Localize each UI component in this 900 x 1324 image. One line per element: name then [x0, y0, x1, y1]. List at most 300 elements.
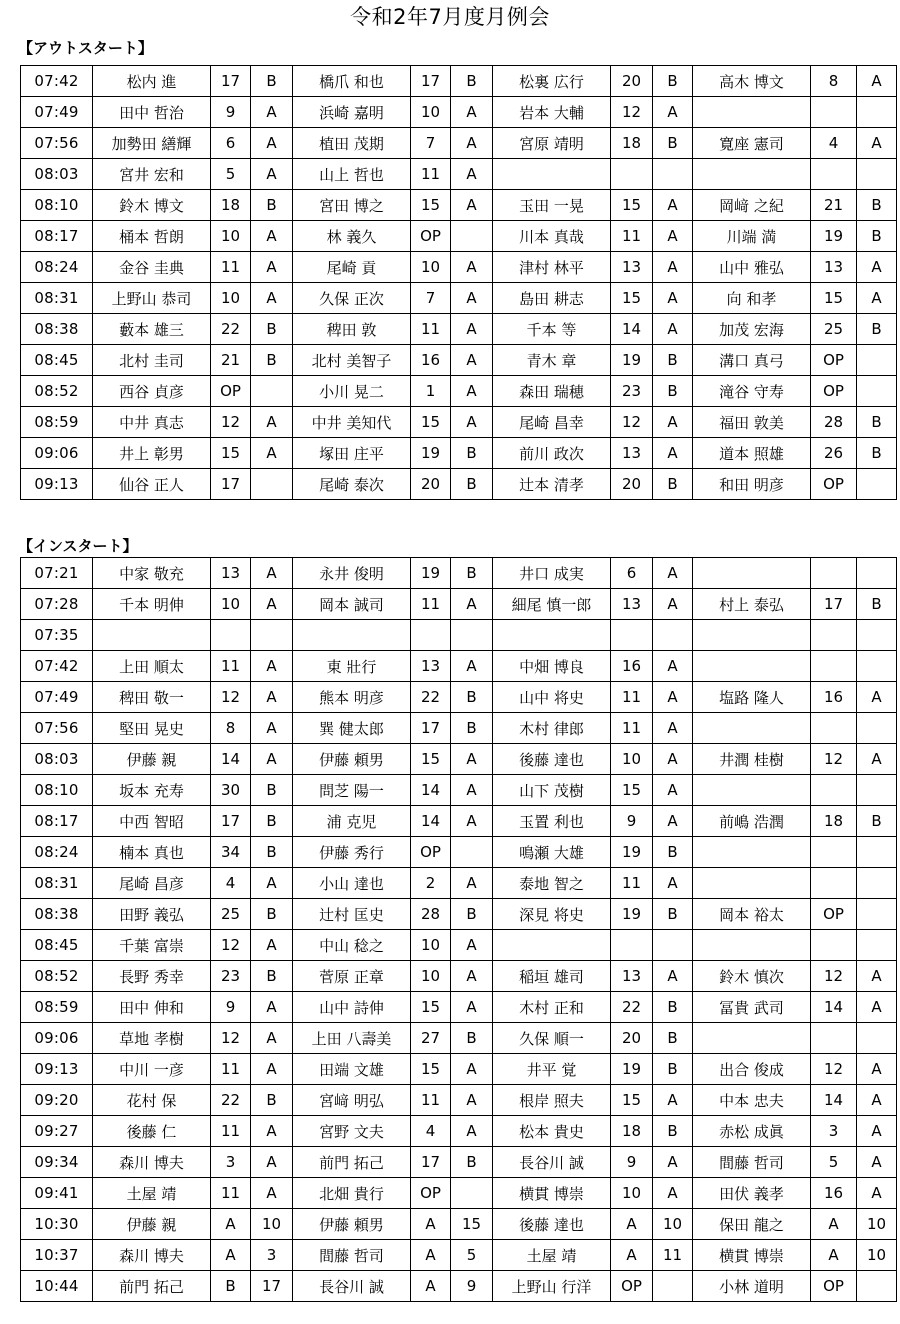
player1-name-cell: 中家 敬充: [93, 558, 211, 589]
player4-name-cell: [693, 930, 811, 961]
player1-name-cell: 田中 伸和: [93, 992, 211, 1023]
player3-handicap-cell: 11: [611, 868, 653, 899]
player1-handicap-cell: 25: [211, 899, 251, 930]
page-title: 令和2年7月度月例会: [350, 5, 550, 29]
player2-handicap-cell: 15: [411, 992, 451, 1023]
table-row: [21, 1178, 897, 1209]
player3-handicap-cell: 20: [611, 1023, 653, 1054]
player4-class-cell: 10: [857, 1240, 897, 1271]
player2-class-cell: A: [451, 1054, 493, 1085]
player3-handicap-cell: 12: [611, 97, 653, 128]
player2-name-cell: 宮野 文夫: [293, 1116, 411, 1147]
player4-class-cell: [857, 97, 897, 128]
player1-class-cell: A: [251, 97, 293, 128]
player4-class-cell: B: [857, 190, 897, 221]
table-row: [21, 651, 897, 682]
player2-handicap-cell: A: [411, 1240, 451, 1271]
player1-handicap-cell: 22: [211, 314, 251, 345]
player4-handicap-cell: 19: [811, 221, 857, 252]
player2-handicap-cell: 7: [411, 283, 451, 314]
player1-name-cell: 仙谷 正人: [93, 469, 211, 500]
player1-name-cell: 金谷 圭典: [93, 252, 211, 283]
player3-name-cell: 後藤 達也: [493, 744, 611, 775]
player2-name-cell: 前門 拓己: [293, 1147, 411, 1178]
player1-name-cell: 中西 智昭: [93, 806, 211, 837]
player3-handicap-cell: 13: [611, 589, 653, 620]
player4-class-cell: B: [857, 806, 897, 837]
table-row: [21, 620, 897, 651]
player1-class-cell: B: [251, 899, 293, 930]
tee-time-cell: 09:41: [21, 1178, 93, 1209]
table-row: [21, 345, 897, 376]
player2-class-cell: [451, 837, 493, 868]
player1-name-cell: 坂本 充寿: [93, 775, 211, 806]
player3-class-cell: A: [653, 961, 693, 992]
player1-name-cell: 森川 博夫: [93, 1240, 211, 1271]
table-row: [21, 961, 897, 992]
tee-time-cell: 07:56: [21, 713, 93, 744]
player2-class-cell: A: [451, 345, 493, 376]
player4-handicap-cell: 16: [811, 682, 857, 713]
player4-handicap-cell: [811, 868, 857, 899]
table-row: [21, 775, 897, 806]
player2-handicap-cell: 11: [411, 314, 451, 345]
player3-handicap-cell: 13: [611, 438, 653, 469]
player1-class-cell: B: [251, 314, 293, 345]
player2-class-cell: B: [451, 469, 493, 500]
player2-name-cell: 塚田 庄平: [293, 438, 411, 469]
player1-class-cell: A: [251, 1147, 293, 1178]
player4-name-cell: 冨貴 武司: [693, 992, 811, 1023]
player2-class-cell: A: [451, 97, 493, 128]
player4-handicap-cell: [811, 97, 857, 128]
player1-class-cell: [251, 620, 293, 651]
tee-time-cell: 08:10: [21, 775, 93, 806]
player1-class-cell: B: [251, 190, 293, 221]
player1-handicap-cell: OP: [211, 376, 251, 407]
player2-name-cell: 山上 哲也: [293, 159, 411, 190]
table-row: [21, 469, 897, 500]
player1-name-cell: 前門 拓己: [93, 1271, 211, 1302]
player1-handicap-cell: 17: [211, 66, 251, 97]
player1-handicap-cell: 18: [211, 190, 251, 221]
player4-name-cell: [693, 775, 811, 806]
player2-class-cell: A: [451, 314, 493, 345]
player4-handicap-cell: A: [811, 1209, 857, 1240]
player2-class-cell: B: [451, 1023, 493, 1054]
player3-name-cell: [493, 620, 611, 651]
tee-time-cell: 08:59: [21, 407, 93, 438]
tee-time-cell: 08:10: [21, 190, 93, 221]
player4-handicap-cell: A: [811, 1240, 857, 1271]
player3-handicap-cell: 13: [611, 252, 653, 283]
table-row: [21, 221, 897, 252]
player2-handicap-cell: 11: [411, 159, 451, 190]
player4-name-cell: 赤松 成眞: [693, 1116, 811, 1147]
player3-class-cell: A: [653, 775, 693, 806]
player2-name-cell: 浦 克児: [293, 806, 411, 837]
player2-name-cell: 宮﨑 明弘: [293, 1085, 411, 1116]
player1-handicap-cell: 21: [211, 345, 251, 376]
player3-name-cell: 津村 林平: [493, 252, 611, 283]
player3-name-cell: 鳴瀬 大雄: [493, 837, 611, 868]
player1-class-cell: 10: [251, 1209, 293, 1240]
player3-handicap-cell: 19: [611, 345, 653, 376]
player4-class-cell: A: [857, 66, 897, 97]
player1-class-cell: A: [251, 713, 293, 744]
player2-class-cell: 5: [451, 1240, 493, 1271]
player4-class-cell: B: [857, 438, 897, 469]
player2-handicap-cell: [411, 620, 451, 651]
player1-class-cell: A: [251, 1178, 293, 1209]
player2-handicap-cell: 17: [411, 66, 451, 97]
player1-handicap-cell: 11: [211, 1178, 251, 1209]
player1-class-cell: B: [251, 1085, 293, 1116]
player1-name-cell: 北村 圭司: [93, 345, 211, 376]
player2-handicap-cell: 16: [411, 345, 451, 376]
player4-class-cell: B: [857, 589, 897, 620]
player4-class-cell: A: [857, 1054, 897, 1085]
player3-handicap-cell: 13: [611, 961, 653, 992]
player4-class-cell: A: [857, 961, 897, 992]
player3-class-cell: A: [653, 97, 693, 128]
player1-handicap-cell: 17: [211, 469, 251, 500]
tee-time-cell: 08:52: [21, 961, 93, 992]
player4-class-cell: A: [857, 252, 897, 283]
tee-time-cell: 08:31: [21, 283, 93, 314]
tee-time-cell: 08:59: [21, 992, 93, 1023]
player4-handicap-cell: 12: [811, 744, 857, 775]
player2-class-cell: B: [451, 1147, 493, 1178]
player3-handicap-cell: 15: [611, 190, 653, 221]
player3-class-cell: B: [653, 837, 693, 868]
tee-time-cell: 09:13: [21, 1054, 93, 1085]
player2-handicap-cell: 28: [411, 899, 451, 930]
player3-class-cell: A: [653, 589, 693, 620]
player3-class-cell: B: [653, 66, 693, 97]
player3-handicap-cell: 22: [611, 992, 653, 1023]
table-row: [21, 252, 897, 283]
player1-class-cell: A: [251, 1116, 293, 1147]
player1-class-cell: A: [251, 283, 293, 314]
tee-time-cell: 09:34: [21, 1147, 93, 1178]
player2-name-cell: 久保 正次: [293, 283, 411, 314]
player4-handicap-cell: OP: [811, 376, 857, 407]
player2-handicap-cell: 20: [411, 469, 451, 500]
player3-handicap-cell: A: [611, 1240, 653, 1271]
player4-class-cell: [857, 1023, 897, 1054]
player3-name-cell: 長谷川 誠: [493, 1147, 611, 1178]
player3-class-cell: [653, 1271, 693, 1302]
player2-handicap-cell: 15: [411, 1054, 451, 1085]
player3-name-cell: 久保 順一: [493, 1023, 611, 1054]
player2-class-cell: 9: [451, 1271, 493, 1302]
player3-name-cell: 山下 茂樹: [493, 775, 611, 806]
table-row: [21, 1271, 897, 1302]
player1-name-cell: 松内 進: [93, 66, 211, 97]
player3-name-cell: 青木 章: [493, 345, 611, 376]
player1-handicap-cell: 4: [211, 868, 251, 899]
player4-class-cell: [857, 775, 897, 806]
player3-class-cell: B: [653, 899, 693, 930]
player4-class-cell: [857, 159, 897, 190]
player1-class-cell: [251, 376, 293, 407]
table-row: [21, 589, 897, 620]
player1-class-cell: A: [251, 1023, 293, 1054]
table-row: [21, 837, 897, 868]
player4-handicap-cell: 14: [811, 1085, 857, 1116]
table-row: [21, 190, 897, 221]
player1-name-cell: 上野山 恭司: [93, 283, 211, 314]
player3-class-cell: A: [653, 283, 693, 314]
player1-handicap-cell: 10: [211, 283, 251, 314]
player4-handicap-cell: 3: [811, 1116, 857, 1147]
player2-name-cell: 宮田 博之: [293, 190, 411, 221]
player2-handicap-cell: 13: [411, 651, 451, 682]
player2-name-cell: 巽 健太郎: [293, 713, 411, 744]
player4-handicap-cell: [811, 159, 857, 190]
player3-handicap-cell: 18: [611, 1116, 653, 1147]
player3-handicap-cell: 23: [611, 376, 653, 407]
player2-name-cell: [293, 620, 411, 651]
player3-name-cell: 辻本 清孝: [493, 469, 611, 500]
player1-class-cell: 3: [251, 1240, 293, 1271]
player1-class-cell: A: [251, 438, 293, 469]
table-row: [21, 806, 897, 837]
tee-time-cell: 08:03: [21, 159, 93, 190]
tee-time-cell: 07:35: [21, 620, 93, 651]
player2-handicap-cell: A: [411, 1271, 451, 1302]
player3-class-cell: A: [653, 868, 693, 899]
tee-time-cell: 07:42: [21, 651, 93, 682]
player1-handicap-cell: 15: [211, 438, 251, 469]
player4-handicap-cell: 13: [811, 252, 857, 283]
player4-class-cell: [857, 558, 897, 589]
table-row: [21, 66, 897, 97]
player3-handicap-cell: 20: [611, 469, 653, 500]
player2-name-cell: 植田 茂期: [293, 128, 411, 159]
player3-class-cell: A: [653, 806, 693, 837]
player2-name-cell: 尾崎 貢: [293, 252, 411, 283]
player4-class-cell: [857, 868, 897, 899]
table-row: [21, 128, 897, 159]
player2-handicap-cell: 19: [411, 558, 451, 589]
player3-handicap-cell: [611, 620, 653, 651]
player4-class-cell: B: [857, 314, 897, 345]
table-row: [21, 899, 897, 930]
player3-handicap-cell: 6: [611, 558, 653, 589]
player4-handicap-cell: [811, 558, 857, 589]
player4-handicap-cell: OP: [811, 469, 857, 500]
player3-handicap-cell: 19: [611, 837, 653, 868]
player4-name-cell: 道本 照雄: [693, 438, 811, 469]
table-row: [21, 1085, 897, 1116]
player1-class-cell: A: [251, 868, 293, 899]
player1-class-cell: A: [251, 651, 293, 682]
player3-class-cell: A: [653, 744, 693, 775]
player1-name-cell: 中川 一彦: [93, 1054, 211, 1085]
player1-handicap-cell: B: [211, 1271, 251, 1302]
player2-handicap-cell: 22: [411, 682, 451, 713]
player3-class-cell: A: [653, 407, 693, 438]
player2-handicap-cell: OP: [411, 837, 451, 868]
player1-handicap-cell: 12: [211, 930, 251, 961]
player4-handicap-cell: 21: [811, 190, 857, 221]
tee-time-cell: 07:21: [21, 558, 93, 589]
player4-handicap-cell: 5: [811, 1147, 857, 1178]
table-row: [21, 930, 897, 961]
player3-name-cell: 井口 成実: [493, 558, 611, 589]
player3-handicap-cell: [611, 930, 653, 961]
table-row: [21, 744, 897, 775]
tee-time-cell: 08:17: [21, 221, 93, 252]
player3-name-cell: 木村 律郎: [493, 713, 611, 744]
player4-handicap-cell: 12: [811, 961, 857, 992]
player4-name-cell: 加茂 宏海: [693, 314, 811, 345]
table-row: [21, 558, 897, 589]
player2-name-cell: 問芝 陽一: [293, 775, 411, 806]
player4-handicap-cell: 8: [811, 66, 857, 97]
player4-name-cell: 溝口 真弓: [693, 345, 811, 376]
player4-handicap-cell: 16: [811, 1178, 857, 1209]
player2-class-cell: A: [451, 376, 493, 407]
player2-class-cell: B: [451, 438, 493, 469]
player4-name-cell: [693, 713, 811, 744]
player3-name-cell: 稲垣 雄司: [493, 961, 611, 992]
player2-handicap-cell: 10: [411, 97, 451, 128]
player2-class-cell: B: [451, 899, 493, 930]
player1-name-cell: 上田 順太: [93, 651, 211, 682]
tee-time-cell: 08:31: [21, 868, 93, 899]
player2-name-cell: 東 壯行: [293, 651, 411, 682]
player4-name-cell: 保田 龍之: [693, 1209, 811, 1240]
player3-handicap-cell: 12: [611, 407, 653, 438]
player1-class-cell: A: [251, 128, 293, 159]
player4-name-cell: [693, 1023, 811, 1054]
player4-handicap-cell: [811, 775, 857, 806]
player4-handicap-cell: 4: [811, 128, 857, 159]
player1-name-cell: 伊藤 親: [93, 744, 211, 775]
player4-handicap-cell: 17: [811, 589, 857, 620]
player3-handicap-cell: 11: [611, 713, 653, 744]
player1-name-cell: 千葉 富崇: [93, 930, 211, 961]
table-row: [21, 713, 897, 744]
player1-class-cell: A: [251, 744, 293, 775]
player2-handicap-cell: 10: [411, 961, 451, 992]
tee-time-cell: 10:44: [21, 1271, 93, 1302]
player1-name-cell: 土屋 靖: [93, 1178, 211, 1209]
player4-class-cell: [857, 837, 897, 868]
player1-name-cell: 草地 孝樹: [93, 1023, 211, 1054]
player2-class-cell: B: [451, 713, 493, 744]
player1-handicap-cell: 10: [211, 221, 251, 252]
tee-time-cell: 07:28: [21, 589, 93, 620]
player4-name-cell: [693, 558, 811, 589]
player2-name-cell: 伊藤 秀行: [293, 837, 411, 868]
player2-class-cell: A: [451, 775, 493, 806]
player1-class-cell: B: [251, 806, 293, 837]
player2-name-cell: 永井 俊明: [293, 558, 411, 589]
player4-class-cell: [857, 620, 897, 651]
player2-handicap-cell: 15: [411, 190, 451, 221]
player1-handicap-cell: 11: [211, 1116, 251, 1147]
player3-name-cell: 木村 正和: [493, 992, 611, 1023]
player1-name-cell: 加勢田 繕輝: [93, 128, 211, 159]
player2-name-cell: 中山 稔之: [293, 930, 411, 961]
player1-handicap-cell: 30: [211, 775, 251, 806]
player3-class-cell: B: [653, 1054, 693, 1085]
player1-name-cell: 藪本 雄三: [93, 314, 211, 345]
player2-handicap-cell: OP: [411, 1178, 451, 1209]
table-row: [21, 682, 897, 713]
player4-name-cell: 岡﨑 之紀: [693, 190, 811, 221]
player2-class-cell: B: [451, 558, 493, 589]
player1-handicap-cell: 34: [211, 837, 251, 868]
player1-class-cell: A: [251, 930, 293, 961]
player3-handicap-cell: 16: [611, 651, 653, 682]
player1-class-cell: 17: [251, 1271, 293, 1302]
player2-name-cell: 菅原 正章: [293, 961, 411, 992]
player1-handicap-cell: 22: [211, 1085, 251, 1116]
player4-name-cell: 中本 忠夫: [693, 1085, 811, 1116]
player3-name-cell: 細尾 慎一郎: [493, 589, 611, 620]
tee-time-cell: 08:03: [21, 744, 93, 775]
player1-name-cell: [93, 620, 211, 651]
player2-name-cell: 熊本 明彦: [293, 682, 411, 713]
player3-name-cell: 上野山 行洋: [493, 1271, 611, 1302]
player3-name-cell: 松裏 広行: [493, 66, 611, 97]
player2-class-cell: A: [451, 651, 493, 682]
player3-handicap-cell: 11: [611, 682, 653, 713]
player1-handicap-cell: 9: [211, 97, 251, 128]
player2-name-cell: 上田 八壽美: [293, 1023, 411, 1054]
player2-handicap-cell: 4: [411, 1116, 451, 1147]
player3-class-cell: A: [653, 651, 693, 682]
player2-name-cell: 岡本 誠司: [293, 589, 411, 620]
player3-name-cell: 島田 耕志: [493, 283, 611, 314]
player1-handicap-cell: 5: [211, 159, 251, 190]
tee-time-cell: 09:27: [21, 1116, 93, 1147]
player4-name-cell: 和田 明彦: [693, 469, 811, 500]
player2-class-cell: A: [451, 128, 493, 159]
player4-handicap-cell: OP: [811, 1271, 857, 1302]
player2-handicap-cell: 15: [411, 744, 451, 775]
player3-class-cell: 11: [653, 1240, 693, 1271]
table-row: [21, 1116, 897, 1147]
player1-name-cell: 西谷 貞彦: [93, 376, 211, 407]
table-row: [21, 1054, 897, 1085]
player4-name-cell: [693, 97, 811, 128]
player3-class-cell: A: [653, 221, 693, 252]
table-row: [21, 1209, 897, 1240]
player1-name-cell: 宮井 宏和: [93, 159, 211, 190]
player3-handicap-cell: 15: [611, 283, 653, 314]
player2-name-cell: 長谷川 誠: [293, 1271, 411, 1302]
player3-class-cell: A: [653, 438, 693, 469]
player4-name-cell: 岡本 裕太: [693, 899, 811, 930]
player1-class-cell: B: [251, 66, 293, 97]
player2-class-cell: A: [451, 868, 493, 899]
tee-time-cell: 09:06: [21, 438, 93, 469]
tee-time-cell: 09:06: [21, 1023, 93, 1054]
player3-class-cell: A: [653, 682, 693, 713]
player4-handicap-cell: 18: [811, 806, 857, 837]
player2-handicap-cell: 11: [411, 589, 451, 620]
player2-handicap-cell: 17: [411, 1147, 451, 1178]
player2-class-cell: A: [451, 589, 493, 620]
player3-class-cell: A: [653, 252, 693, 283]
player2-handicap-cell: 1: [411, 376, 451, 407]
